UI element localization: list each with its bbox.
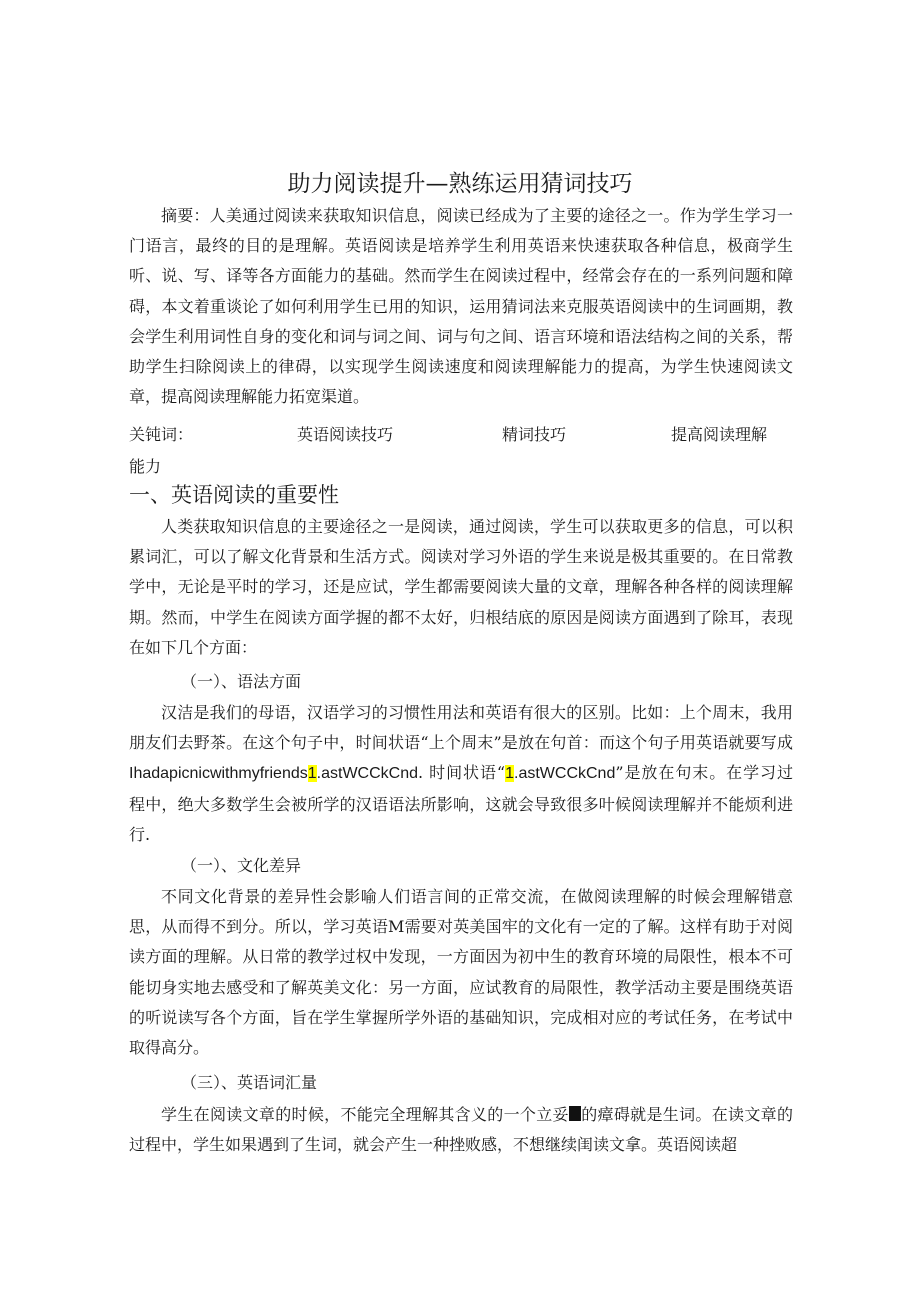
keyword-item: 提高阅读理解 — [671, 425, 768, 444]
vocabulary-paragraph: 学生在阅读文章的时候，不能完全理解其含义的一个立妥 的瘴碍就是生词。在读文章的过程中，学生如果遇到了生词，就会产生一种挫败感，不想继续闺读文拿。英语阅读超 — [129, 1105, 793, 1155]
subsection-heading-culture: （一）、文化差异 — [181, 856, 302, 875]
subsection-heading-vocabulary: （三）、英语词汇量 — [181, 1073, 318, 1092]
redacted-block-icon — [569, 1106, 581, 1121]
section-intro-paragraph: 人类获取知识信息的主要途径之一是阅读，通过阅读，学生可以获取更多的信息，可以积累词汇，可以了解文化背景和生活方式。阅读对学习外语的学生来说是极其重要的。在日常教学中，无论是平时的学习，还是应试，学生都需要阅读大量的文章，理解各种各样的阅读理解期。然而，中学生在阅读方面学握的都不太好，归根结底的原因是阅读方面遇到了除耳，表现在如下几个方面： — [129, 517, 793, 657]
highlight-mark: 1 — [307, 765, 317, 783]
grammar-paragraph: 汉洁是我们的母语，汉语学习的习惯性用法和英语有很大的区别。比如：上个周末，我用朋友们去野茶。在这个句子中，时间状语“上个周末”是放在句首：而这个句子用英语就要写成Ihadapicnicwithmyfriends1.astWCCkCnd. 时间状语“1.astWCCkCnd”是放在句末。在学习过程中，绝大多数学生会被所学的汉语语法所影响，这就会导致很多叶候阅读理解并不能烦利进行. — [129, 703, 793, 844]
page-title: 助力阅读提升—熟练运用猜词技巧 — [287, 171, 633, 197]
keywords-label: 关钝词： — [129, 425, 194, 444]
section-heading: 一、英语阅读的重要性 — [129, 483, 339, 507]
highlight-mark: 1 — [505, 765, 514, 783]
culture-paragraph: 不同文化背景的差异性会影喻人们语言间的正常交流，在做阅读理解的时候会理解错意思，从而得不到分。所以，学习英语M需要对英美国牢的文化有一定的了解。这样有助于对阅读方面的理解。从日常的教学过权中发现，一方面因为初中生的教育环境的局限性，根本不可能切身实地去感受和了解英美文化：另一方面，应试教育的局限性，教学活动主要是围绕英语的听说读写各个方面，旨在学生掌握所学外语的基础知识，完成相对应的考试任务，在考试中取得高分。 — [129, 887, 793, 1058]
keyword-item: 英语阅读技巧 — [297, 425, 394, 444]
abstract-paragraph: 摘要：人美通过阅读来获取知识信息，阅读已经成为了主要的途径之一。作为学生学习一门语言，最终的目的是理解。英语阅读是培养学生利用英语来快速获取各种信息，极商学生听、说、写、译等各方面能力的基础。然而学生在阅读过程中，经常会存在的一系列问题和障碍，本文着重谈论了如何利用学生已用的知识，运用猜词法来克服英语阅读中的生词画期，教会学生利用词性自身的变化和词与词之间、词与句之间、语言环境和语法结构之间的关系，帮助学生扫除阅读上的律碍，以实现学生阅读速度和阅读理解能力的提高，为学生快速阅读文章，提高阅读理解能力拓宽渠道。 — [129, 206, 793, 407]
keywords-continuation: 能力 — [129, 457, 162, 476]
keywords-row — [129, 420, 793, 450]
subsection-heading-grammar: （一）、语法方面 — [181, 672, 302, 691]
keyword-item: 精词技巧 — [502, 425, 567, 444]
